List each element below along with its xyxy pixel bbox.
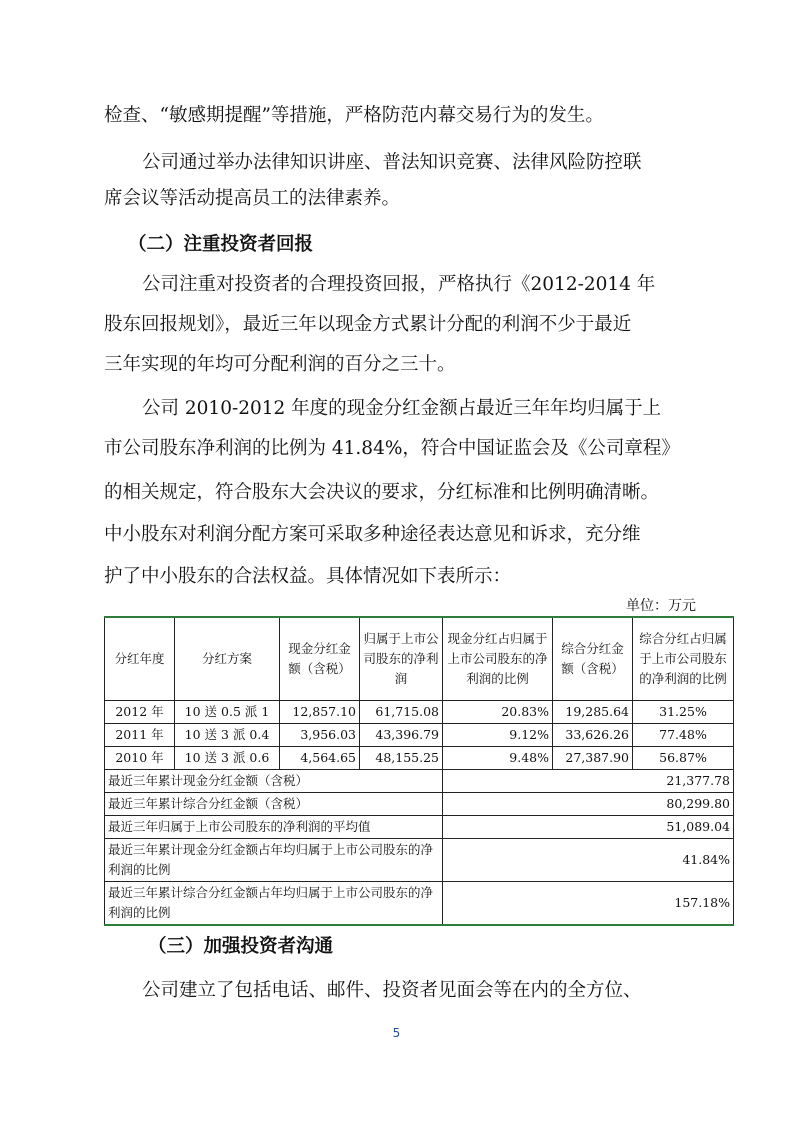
body-text-line: 公司建立了包括电话、邮件、投资者见面会等在内的全方位、 [142, 980, 642, 1001]
body-text-line: 席会议等活动提高员工的法律素养。 [104, 188, 401, 209]
summary-label: 最近三年累计综合分红金额（含税） [105, 793, 443, 816]
table-cell: 43,396.79 [360, 724, 443, 747]
section-heading-3: （三）加强投资者沟通 [148, 936, 334, 957]
table-header-row [105, 617, 734, 701]
body-text-line: 公司通过举办法律知识讲座、普法知识竞赛、法律风险防控联 [142, 152, 642, 173]
body-text-line: 中小股东对利润分配方案可采取多种途径表达意见和诉求，充分维 [104, 524, 641, 545]
summary-label: 最近三年归属于上市公司股东的净利润的平均值 [105, 816, 443, 839]
table-cell: 61,715.08 [360, 701, 443, 724]
summary-value: 80,299.80 [443, 793, 734, 816]
summary-label: 最近三年累计现金分红金额占年均归属于上市公司股东的净利润的比例 [105, 839, 443, 882]
table-row [105, 701, 734, 724]
table-cell: 19,285.64 [553, 701, 633, 724]
body-text-line: 股东回报规划》，最近三年以现金方式累计分配的利润不少于最近 [104, 314, 632, 335]
summary-row [105, 770, 734, 793]
summary-row [105, 793, 734, 816]
table-cell: 33,626.26 [553, 724, 633, 747]
summary-label: 最近三年累计现金分红金额（含税） [105, 770, 443, 793]
summary-label: 最近三年累计综合分红金额占年均归属于上市公司股东的净利润的比例 [105, 882, 443, 926]
table-cell: 31.25% [633, 701, 734, 724]
table-cell: 48,155.25 [360, 747, 443, 770]
dividend-table [104, 616, 734, 926]
table-header-cell: 归属于上市公司股东的净利润 [360, 617, 443, 701]
table-cell: 20.83% [443, 701, 553, 724]
table-cell: 3,956.03 [280, 724, 360, 747]
table-header-cell: 分红年度 [105, 617, 175, 701]
summary-value: 21,377.78 [443, 770, 734, 793]
summary-row [105, 882, 734, 926]
table-header-cell: 现金分红占归属于上市公司股东的净利润的比例 [443, 617, 553, 701]
summary-value: 157.18% [443, 882, 734, 926]
table-row [105, 724, 734, 747]
body-text-line: 市公司股东净利润的比例为 41.84%，符合中国证监会及《公司章程》 [104, 438, 680, 459]
table-row [105, 747, 734, 770]
body-text-line: 检查、“敏感期提醒”等措施，严格防范内幕交易行为的发生。 [104, 105, 604, 126]
table-cell: 9.12% [443, 724, 553, 747]
table-cell: 77.48% [633, 724, 734, 747]
table-header-cell: 现金分红金额（含税） [280, 617, 360, 701]
section-heading-2: （二）注重投资者回报 [128, 234, 314, 255]
summary-row [105, 839, 734, 882]
table-cell: 10 送 0.5 派 1 [175, 701, 280, 724]
page-number: 5 [392, 1026, 401, 1040]
summary-value: 51,089.04 [443, 816, 734, 839]
table-cell: 4,564.65 [280, 747, 360, 770]
body-text-line: 公司 2010-2012 年度的现金分红金额占最近三年年均归属于上 [142, 398, 662, 419]
body-text-line: 公司注重对投资者的合理投资回报，严格执行《2012-2014 年 [142, 274, 656, 295]
body-text-line: 三年实现的年均可分配利润的百分之三十。 [104, 354, 456, 375]
body-text-line: 的相关规定，符合股东大会决议的要求，分红标准和比例明确清晰。 [104, 482, 660, 503]
summary-value: 41.84% [443, 839, 734, 882]
table-cell: 2010 年 [105, 747, 175, 770]
table-cell: 27,387.90 [553, 747, 633, 770]
table-header-cell: 综合分红占归属于上市公司股东的净利润的比例 [633, 617, 734, 701]
table-cell: 10 送 3 派 0.6 [175, 747, 280, 770]
unit-label: 单位：万元 [626, 598, 696, 614]
summary-row [105, 816, 734, 839]
table-cell: 12,857.10 [280, 701, 360, 724]
table-cell: 56.87% [633, 747, 734, 770]
table-cell: 2012 年 [105, 701, 175, 724]
table-cell: 9.48% [443, 747, 553, 770]
table-cell: 10 送 3 派 0.4 [175, 724, 280, 747]
body-text-line: 护了中小股东的合法权益。具体情况如下表所示： [104, 566, 512, 587]
table-header-cell: 分红方案 [175, 617, 280, 701]
table-cell: 2011 年 [105, 724, 175, 747]
table-header-cell: 综合分红金额（含税） [553, 617, 633, 701]
